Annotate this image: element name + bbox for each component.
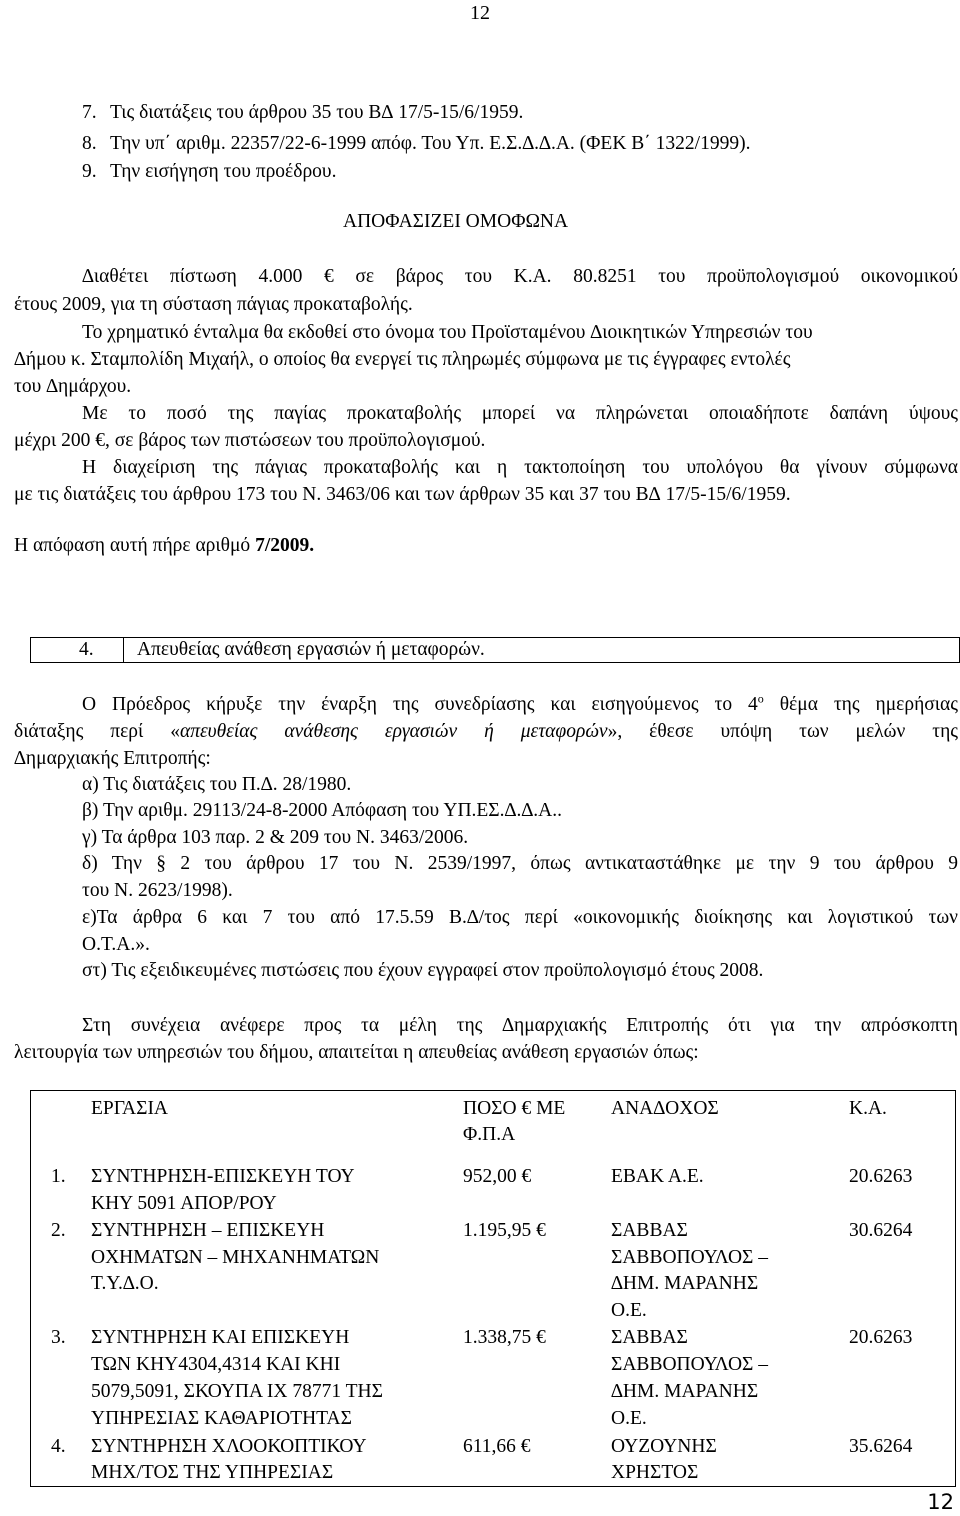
row-work: ΚΗΥ 5091 ΑΠΟΡ/ΡΟΥ: [91, 1193, 277, 1214]
header-amount: ΠΟΣΟ € ΜΕ: [463, 1098, 566, 1119]
list-item: [82, 133, 750, 155]
row-amount: 611,66 €: [463, 1436, 531, 1457]
row-work: 5079,5091, ΣΚΟΥΠΑ ΙΧ 78771 ΤΗΣ: [91, 1381, 383, 1402]
row-work: ΥΠΗΡΕΣΙΑΣ ΚΑΘΑΡΙΟΤΗΤΑΣ: [91, 1408, 352, 1429]
page-number-bottom: 12: [927, 1490, 954, 1514]
row-contractor: ΕΒΑΚ Α.Ε.: [611, 1166, 704, 1187]
row-ka: 20.6263: [849, 1166, 913, 1187]
decision-number-line: [14, 535, 314, 557]
header-ka: Κ.Α.: [849, 1098, 887, 1119]
list-item-number: 8.: [82, 133, 97, 154]
continuation-line: Στη συνέχεια ανέφερε προς τα μέλη της ∆ημαρχιακής Επιτροπής ότι για την απρόσκοπτη: [82, 1015, 958, 1036]
header-work: ΕΡΓΑΣΙΑ: [91, 1098, 169, 1119]
row-amount: 952,00 €: [463, 1166, 532, 1187]
list-item: [82, 102, 523, 124]
list-item-text: Τις διατάξεις του άρθρου 35 του Β∆ 17/5-15/6/1959.: [110, 102, 524, 123]
row-contractor: ΧΡΗΣΤΟΣ: [611, 1462, 699, 1483]
decision-heading: ΑΠΟΦΑΣΙΖΕΙ ΟΜΟΦΩΝΑ: [343, 211, 569, 232]
section-divider: [123, 638, 124, 662]
intro-text-post: », έθεσε υπόψη των μελών της: [607, 721, 958, 742]
decision-line: ∆ιαθέτει πίστωση 4.000 € σε βάρος του Κ.Α. 80.8251 του προϋπολογισμού οικονομικού: [82, 266, 958, 287]
row-number: 3.: [51, 1327, 66, 1348]
provision-item: γ) Τα άρθρα 103 παρ. 2 & 209 του Ν. 3463/2006.: [82, 827, 469, 848]
section-title: Απευθείας ανάθεση εργασιών ή μεταφορών.: [137, 639, 485, 660]
section-header-box: [30, 637, 960, 663]
row-number: 1.: [51, 1166, 66, 1187]
row-contractor: ΣΑΒΒΑΣ: [611, 1220, 688, 1241]
row-contractor: ΣΑΒΒΑΣ: [611, 1327, 688, 1348]
row-contractor: ∆ΗΜ. ΜΑΡΑΝΗΣ: [611, 1273, 759, 1294]
provision-item: Ο.Τ.Α.».: [82, 934, 150, 955]
list-item-number: 7.: [82, 102, 97, 123]
row-contractor: Ο.Ε.: [611, 1300, 647, 1321]
list-item-number: 9.: [82, 161, 97, 182]
row-ka: 30.6264: [849, 1220, 913, 1241]
row-contractor: ∆ΗΜ. ΜΑΡΑΝΗΣ: [611, 1381, 759, 1402]
row-number: 2.: [51, 1220, 66, 1241]
row-amount: 1.195,95 €: [463, 1220, 546, 1241]
decision-line: ∆ήμου κ. Σταμπολίδη Μιχαήλ, ο οποίος θα ενεργεί τις πληρωμές σύμφωνα με τις έγγραφες εντολές: [14, 349, 791, 370]
intro-line-3: ∆ημαρχιακής Επιτροπής:: [14, 748, 211, 769]
intro-text-b: θέμα της ημερήσιας: [779, 694, 958, 715]
continuation-line: λειτουργία των υπηρεσιών του δήμου, απαιτείται η απευθείας ανάθεση εργασιών όπως:: [14, 1042, 699, 1063]
row-work: ΣΥΝΤΗΡΗΣΗ ΧΛΟΟΚΟΠΤΙΚΟΥ: [91, 1436, 367, 1457]
intro-text-a: Ο Πρόεδρος κήρυξε την έναρξη της συνεδρίασης και εισηγούμενος το 4: [82, 694, 758, 715]
intro-text-pre: διάταξης περί «: [14, 721, 180, 742]
row-contractor: Ο.Ε.: [611, 1408, 647, 1429]
decision-line: Με το ποσό της παγίας προκαταβολής μπορεί να πληρώνεται οποιαδήποτε δαπάνη ύψους: [82, 403, 958, 424]
decision-line: έτους 2009, για τη σύσταση πάγιας προκαταβολής.: [14, 294, 413, 315]
row-ka: 35.6264: [849, 1436, 913, 1457]
provision-item: δ) Την § 2 του άρθρου 17 του Ν. 2539/1997, όπως αντικαταστάθηκε με την 9 του άρθρου 9: [82, 853, 958, 874]
header-amount: Φ.Π.Α: [463, 1124, 516, 1145]
section-number: 4.: [79, 639, 94, 660]
page-number-top: 12: [470, 2, 490, 24]
decision-line: Το χρηματικό ένταλμα θα εκδοθεί στο όνομα του Προϊσταμένου ∆ιοικητικών Υπηρεσιών του: [82, 322, 813, 343]
row-ka: 20.6263: [849, 1327, 913, 1348]
intro-line-1: [82, 691, 958, 716]
decision-number-prefix: Η απόφαση αυτή πήρε αριθμό: [14, 535, 256, 556]
provision-item: ε)Τα άρθρα 6 και 7 του από 17.5.59 Β.∆/τος περί «οικονομικής διοίκησης και λογιστικού των: [82, 907, 958, 928]
provision-item: του Ν. 2623/1998).: [82, 880, 233, 901]
row-number: 4.: [51, 1436, 66, 1457]
decision-line: με τις διατάξεις του άρθρου 173 του Ν. 3463/06 και των άρθρων 35 και 37 του Β∆ 17/5-15/6/1959.: [14, 484, 791, 505]
works-table: [30, 1090, 956, 1487]
row-work: ΣΥΝΤΗΡΗΣΗ ΚΑΙ ΕΠΙΣΚΕΥΗ: [91, 1327, 350, 1348]
list-item-text: Την υπ΄ αριθμ. 22357/22-6-1999 απόφ. Του Υπ. Ε.Σ.∆.∆.Α. (ΦΕΚ Β΄ 1322/1999).: [110, 133, 751, 154]
list-item: [82, 161, 336, 183]
decision-number: 7/2009.: [255, 535, 315, 556]
intro-text-italic: απευθείας ανάθεσης εργασιών ή μεταφορών: [179, 721, 608, 742]
provision-item: β) Την αριθμ. 29113/24-8-2000 Απόφαση του ΥΠ.ΕΣ.∆.∆.Α..: [82, 800, 562, 821]
row-work: ΣΥΝΤΗΡΗΣΗ – ΕΠΙΣΚΕΥΗ: [91, 1220, 325, 1241]
row-work: ΣΥΝΤΗΡΗΣΗ-ΕΠΙΣΚΕΥΗ ΤΟΥ: [91, 1166, 355, 1187]
row-work: Τ.Υ.∆.Ο.: [91, 1273, 159, 1294]
intro-superscript: ο: [757, 691, 764, 706]
intro-line-2: [14, 721, 958, 743]
row-contractor: ΟΥΖΟΥΝΗΣ: [611, 1436, 717, 1457]
row-contractor: ΣΑΒΒΟΠΟΥΛΟΣ –: [611, 1247, 768, 1268]
decision-line: μέχρι 200 €, σε βάρος των πιστώσεων του προϋπολογισμού.: [14, 430, 486, 451]
decision-line: του ∆ημάρχου.: [14, 376, 132, 397]
row-contractor: ΣΑΒΒΟΠΟΥΛΟΣ –: [611, 1354, 768, 1375]
decision-line: Η διαχείριση της πάγιας προκαταβολής και η τακτοποίηση του υπολόγου θα γίνουν σύμφωνα: [82, 457, 958, 478]
header-contractor: ΑΝΑ∆ΟΧΟΣ: [611, 1098, 719, 1119]
row-work: ΜΗΧ/ΤΟΣ ΤΗΣ ΥΠΗΡΕΣΙΑΣ: [91, 1462, 334, 1483]
provision-item: στ) Τις εξειδικευμένες πιστώσεις που έχουν εγγραφεί στον προϋπολογισμό έτους 2008.: [82, 960, 764, 981]
provision-item: α) Τις διατάξεις του Π.∆. 28/1980.: [82, 774, 352, 795]
list-item-text: Την εισήγηση του προέδρου.: [110, 161, 337, 182]
row-work: ΤΩΝ ΚΗΥ4304,4314 ΚΑΙ ΚΗΙ: [91, 1354, 341, 1375]
row-work: ΟΧΗΜΑΤΩΝ – ΜΗΧΑΝΗΜΑΤΩΝ: [91, 1247, 380, 1268]
row-amount: 1.338,75 €: [463, 1327, 546, 1348]
